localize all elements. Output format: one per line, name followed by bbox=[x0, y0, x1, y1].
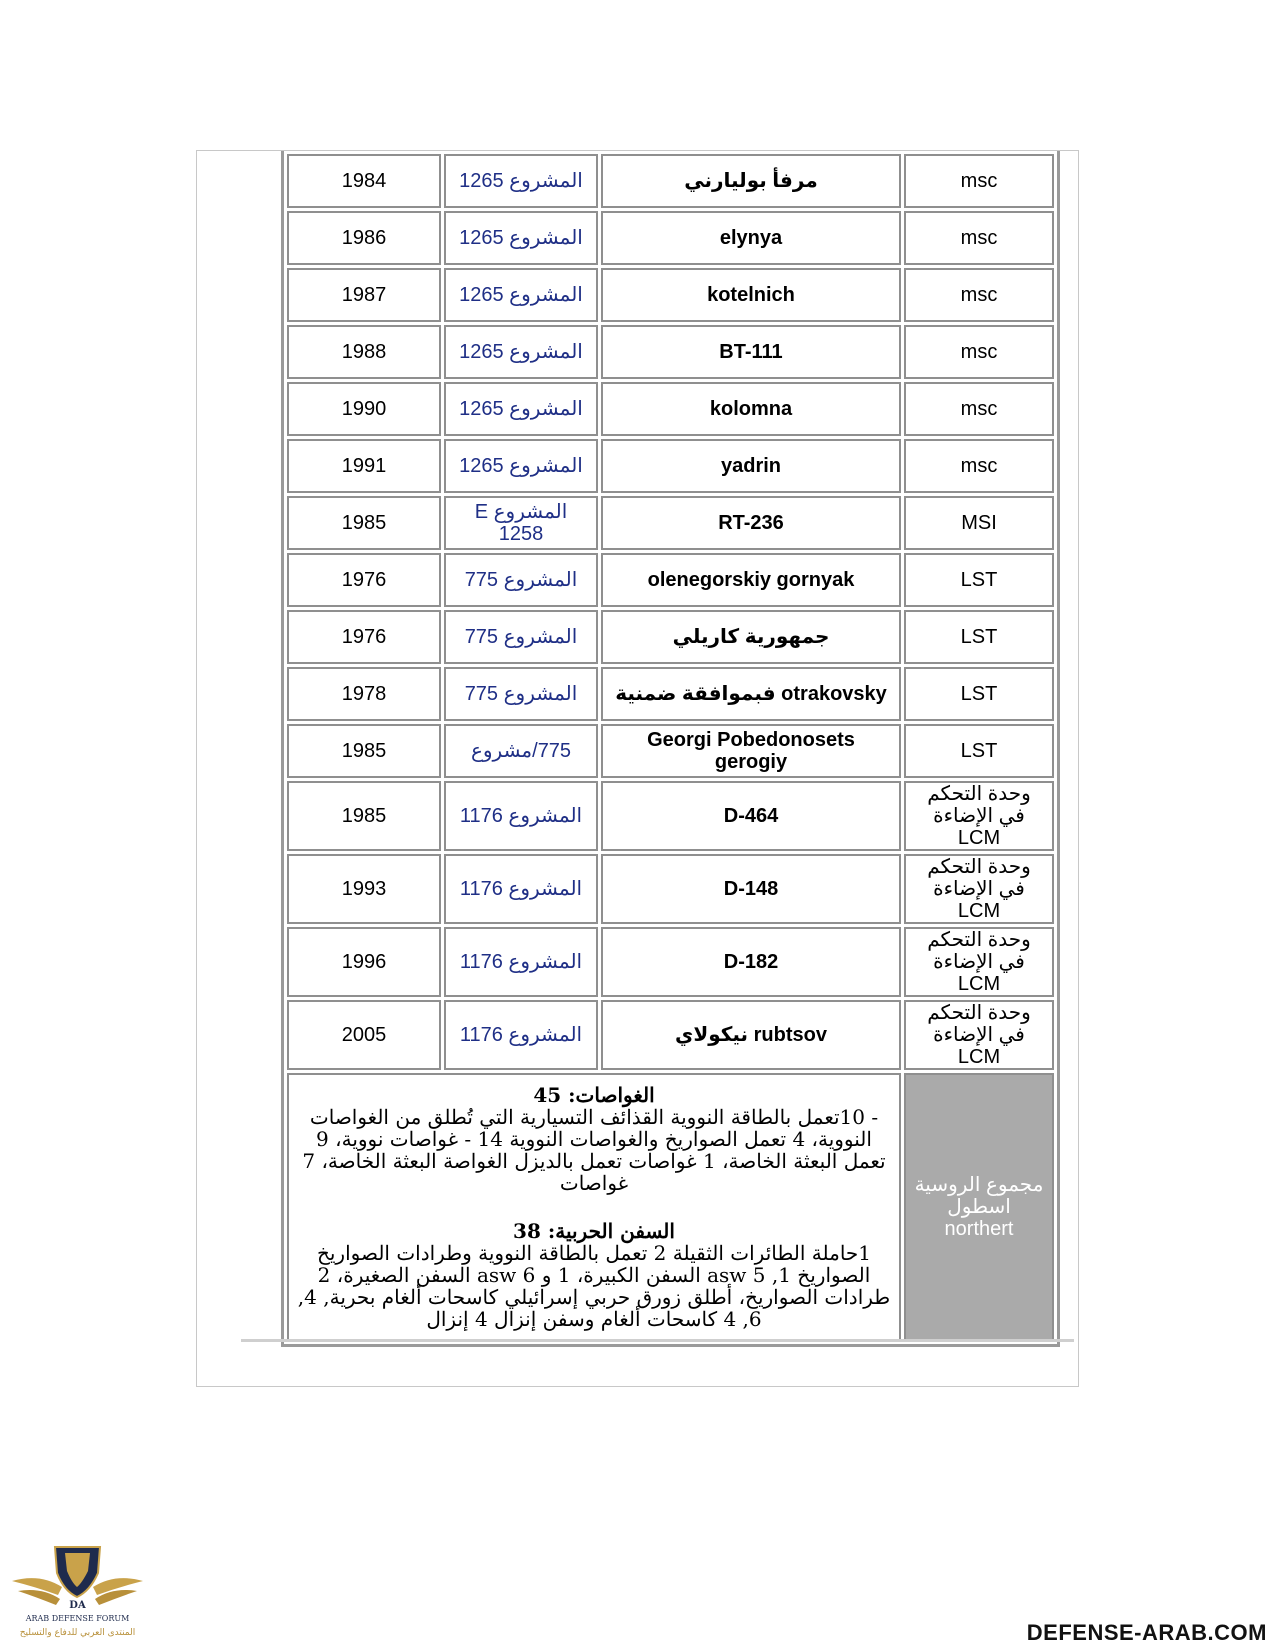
arab-defense-forum-logo bbox=[10, 1543, 145, 1648]
cell-type: وحدة التحكم في الإضاءة LCM bbox=[904, 1000, 1054, 1070]
cell-type: LST bbox=[904, 553, 1054, 607]
cell-year: 1991 bbox=[287, 439, 441, 493]
table-row bbox=[287, 927, 1054, 997]
cell-type: وحدة التحكم في الإضاءة LCM bbox=[904, 927, 1054, 997]
cell-project: المشروع 1265 bbox=[444, 439, 598, 493]
cell-name: D-464 bbox=[601, 781, 901, 851]
cell-type: msc bbox=[904, 211, 1054, 265]
table-row bbox=[287, 1000, 1054, 1070]
cell-type: LST bbox=[904, 724, 1054, 778]
summary-cell bbox=[287, 1073, 901, 1341]
cell-name: D-148 bbox=[601, 854, 901, 924]
cell-type: LST bbox=[904, 667, 1054, 721]
table-row bbox=[287, 382, 1054, 436]
cell-project: المشروع 1265 bbox=[444, 154, 598, 208]
cell-type: msc bbox=[904, 154, 1054, 208]
submarines-text: - 10تعمل بالطاقة النووية القذائف التسيارية التي تُطلق من الغواصات النووية، 4 تعمل الصواريخ والغواصات النووية 14 - غواصات نووية، 9 تعمل البعثة الخاصة، 1 غواصات تعمل بالديزل الغواصة البعثة الخاصة، 7 غواصات bbox=[302, 1105, 886, 1195]
cell-year: 1987 bbox=[287, 268, 441, 322]
cell-project: المشروع 1265 bbox=[444, 211, 598, 265]
cell-project: المشروع 775 bbox=[444, 667, 598, 721]
cell-type: LST bbox=[904, 610, 1054, 664]
cell-name: D-182 bbox=[601, 927, 901, 997]
cell-name: نيكولاي rubtsov bbox=[601, 1000, 901, 1070]
cell-type: MSI bbox=[904, 496, 1054, 550]
cell-year: 1996 bbox=[287, 927, 441, 997]
table-row bbox=[287, 854, 1054, 924]
cell-name: kolomna bbox=[601, 382, 901, 436]
cell-name: جمهورية كاريلي bbox=[601, 610, 901, 664]
table-row bbox=[287, 781, 1054, 851]
cell-year: 1990 bbox=[287, 382, 441, 436]
warships-heading: السفن الحربية: 38 bbox=[513, 1219, 675, 1243]
cell-year: 1976 bbox=[287, 610, 441, 664]
cell-type: وحدة التحكم في الإضاءة LCM bbox=[904, 781, 1054, 851]
cell-project: المشروع 1176 bbox=[444, 781, 598, 851]
warships-text: 1حاملة الطائرات الثقيلة 2 تعمل بالطاقة النووية وطرادات الصواريخ الصواريخ 1, asw 5 السفن الكبيرة، 1 و asw 6 السفن الصغيرة، 2 طرادات الصواريخ، أطلق زورق حربي إسرائيلي كاسحات ألغام بحرية, 4, 6, 4 كاسحات ألغام وسفن إنزال 4 إنزال bbox=[297, 1241, 891, 1331]
cell-year: 1984 bbox=[287, 154, 441, 208]
cell-project: المشروع 1265 bbox=[444, 325, 598, 379]
cell-name: فبموافقة ضمنية otrakovsky bbox=[601, 667, 901, 721]
cell-name: RT-236 bbox=[601, 496, 901, 550]
table-row bbox=[287, 553, 1054, 607]
fleet-label: مجموع الروسية اسطول northert bbox=[904, 1073, 1054, 1341]
table-row bbox=[287, 211, 1054, 265]
cell-project: المشروع 775 bbox=[444, 610, 598, 664]
cell-year: 1978 bbox=[287, 667, 441, 721]
cell-name: olenegorskiy gornyak bbox=[601, 553, 901, 607]
cell-name: BT-111 bbox=[601, 325, 901, 379]
ships-table bbox=[281, 151, 1060, 1347]
cell-name: Georgi Pobedonosets gerogiy bbox=[601, 724, 901, 778]
cell-year: 1985 bbox=[287, 496, 441, 550]
cell-year: 1993 bbox=[287, 854, 441, 924]
cell-project: المشروع E 1258 bbox=[444, 496, 598, 550]
cell-year: 1988 bbox=[287, 325, 441, 379]
cell-type: msc bbox=[904, 325, 1054, 379]
cell-year: 1976 bbox=[287, 553, 441, 607]
table-row bbox=[287, 667, 1054, 721]
horizontal-rule bbox=[241, 1339, 1074, 1342]
cell-year: 1985 bbox=[287, 724, 441, 778]
cell-project: المشروع 1176 bbox=[444, 1000, 598, 1070]
table-row bbox=[287, 268, 1054, 322]
cell-project: 775/مشروع bbox=[444, 724, 598, 778]
table-row bbox=[287, 496, 1054, 550]
cell-type: وحدة التحكم في الإضاءة LCM bbox=[904, 854, 1054, 924]
table-row bbox=[287, 439, 1054, 493]
cell-name: yadrin bbox=[601, 439, 901, 493]
cell-project: المشروع 1176 bbox=[444, 854, 598, 924]
table-row bbox=[287, 610, 1054, 664]
cell-project: المشروع 1176 bbox=[444, 927, 598, 997]
cell-project: المشروع 1265 bbox=[444, 382, 598, 436]
svg-text:DA: DA bbox=[69, 1600, 86, 1611]
table-row bbox=[287, 325, 1054, 379]
cell-name: kotelnich bbox=[601, 268, 901, 322]
cell-type: msc bbox=[904, 268, 1054, 322]
cell-type: msc bbox=[904, 439, 1054, 493]
cell-project: المشروع 1265 bbox=[444, 268, 598, 322]
table-row bbox=[287, 724, 1054, 778]
svg-text:ARAB DEFENSE FORUM: ARAB DEFENSE FORUM bbox=[25, 1614, 130, 1623]
submarines-heading: الغواصات: 45 bbox=[533, 1083, 655, 1107]
cell-year: 1985 bbox=[287, 781, 441, 851]
cell-year: 1986 bbox=[287, 211, 441, 265]
site-url: DEFENSE-ARAB.COM bbox=[1026, 1620, 1267, 1645]
summary-row bbox=[287, 1073, 1054, 1341]
cell-type: msc bbox=[904, 382, 1054, 436]
cell-year: 2005 bbox=[287, 1000, 441, 1070]
cell-name: مرفأ بوليارني bbox=[601, 154, 901, 208]
svg-text:المنتدى العربي للدفاع والتسليح: المنتدى العربي للدفاع والتسليح bbox=[19, 1628, 136, 1638]
cell-name: elynya bbox=[601, 211, 901, 265]
cell-project: المشروع 775 bbox=[444, 553, 598, 607]
table-row bbox=[287, 154, 1054, 208]
